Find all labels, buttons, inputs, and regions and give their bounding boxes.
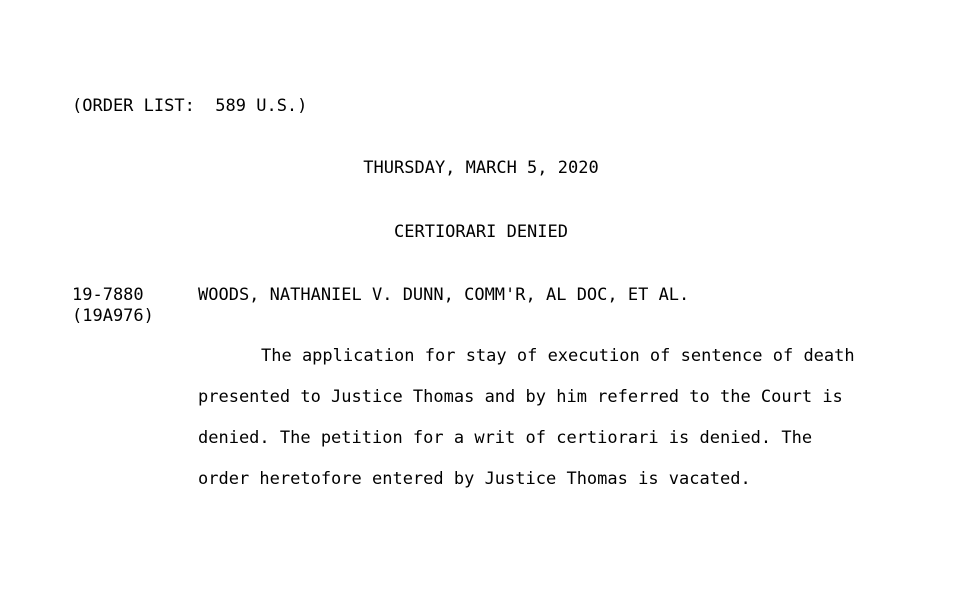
section-heading: CERTIORARI DENIED — [394, 222, 568, 242]
order-list-header: (ORDER LIST: 589 U.S.) — [72, 96, 308, 116]
order-text-line: presented to Justice Thomas and by him referred to the Court is — [198, 387, 843, 407]
docket-number: 19-7880 — [72, 285, 144, 305]
order-text-line: denied. The petition for a writ of certiorari is denied. The — [198, 428, 813, 448]
order-text-line: order heretofore entered by Justice Thomas is vacated. — [198, 469, 751, 489]
order-date: THURSDAY, MARCH 5, 2020 — [363, 158, 599, 178]
application-number: (19A976) — [72, 306, 154, 326]
order-text-line: The application for stay of execution of sentence of death — [261, 346, 855, 366]
case-caption: WOODS, NATHANIEL V. DUNN, COMM'R, AL DOC, ET AL. — [198, 285, 690, 305]
